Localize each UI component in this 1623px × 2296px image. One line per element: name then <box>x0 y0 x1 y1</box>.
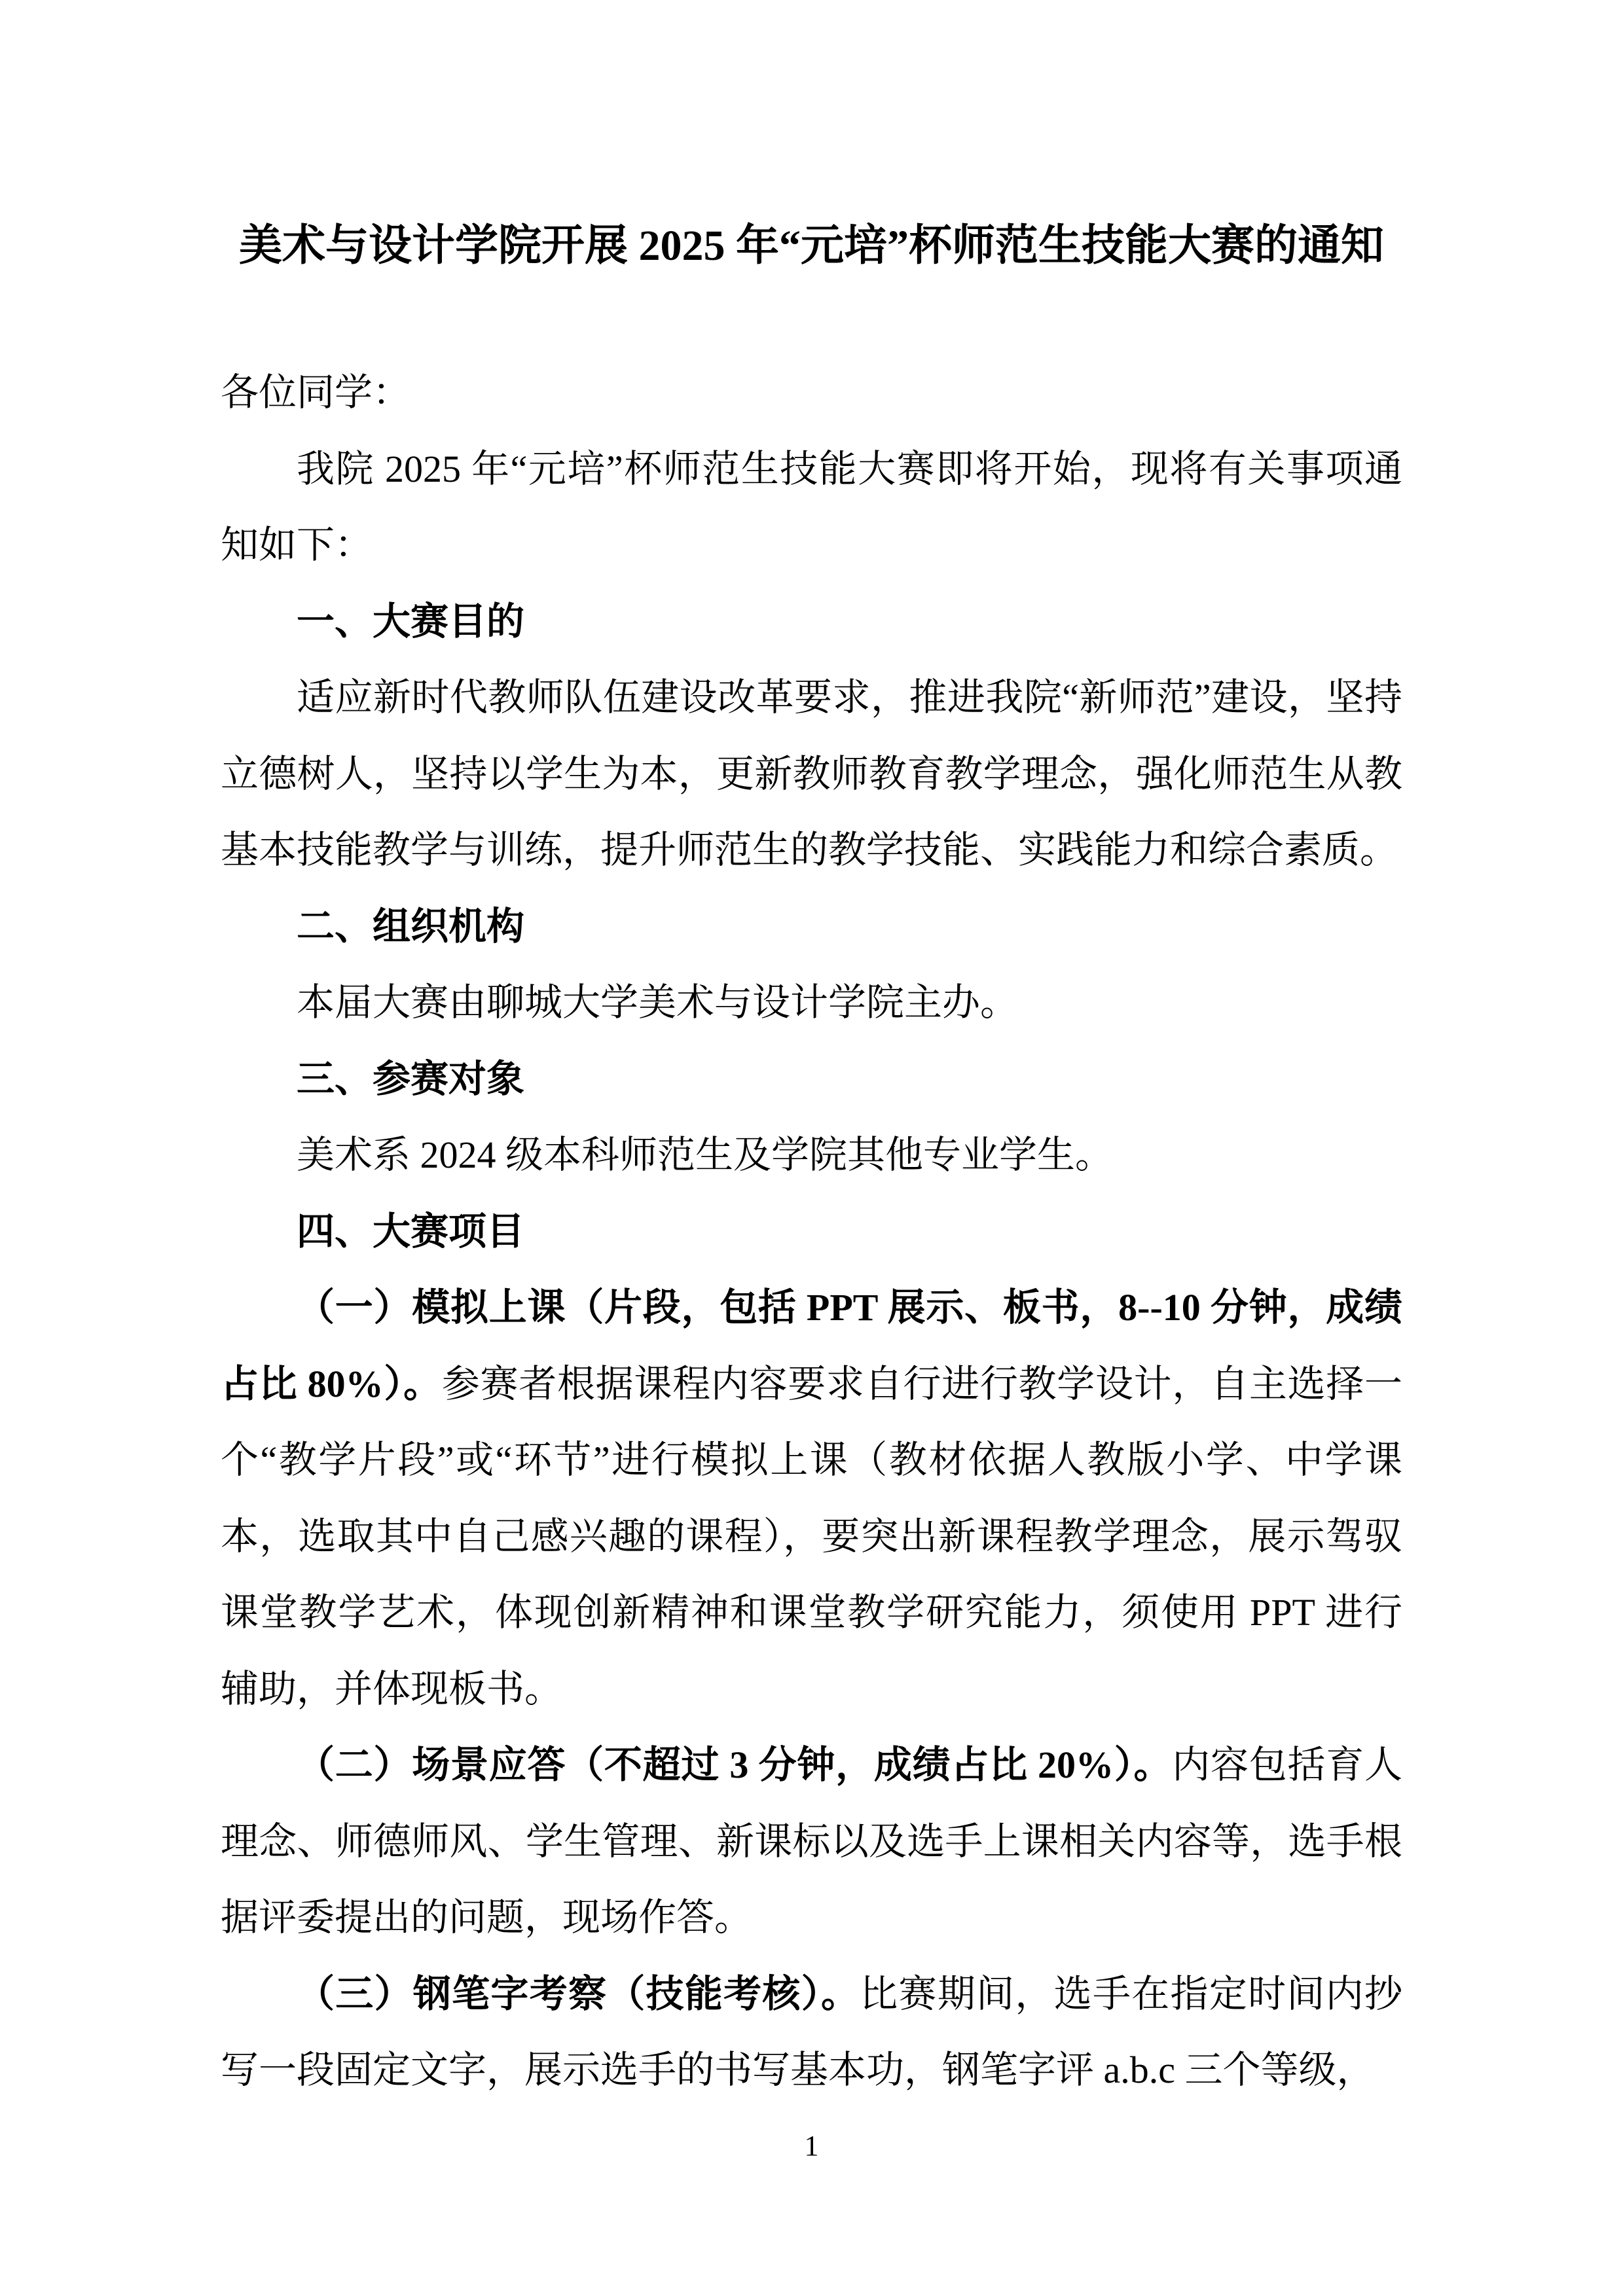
page-title: 美术与设计学院开展 2025 年“元培”杯师范生技能大赛的通知 <box>239 222 1384 270</box>
item-3-lead: （三）钢笔字考察（技能考核）。 <box>297 1972 860 2015</box>
section-3-body: 美术系 2024 级本科师范生及学院其他专业学生。 <box>297 1134 1114 1176</box>
section-4-heading: 四、大赛项目 <box>297 1210 525 1253</box>
item-1-text: 参赛者根据课程内容要求自行进行教学设计，自主选择一个“教学片段”或“环节”进行模拟上课（教材依据人教版小学、中学课本，选取其中自己感兴趣的课程），要突出新课程教学理念，展示驾驭课堂教学艺术，体现创新精神和课堂教学研究能力，须使用 PPT 进行辅助，并体现板书。 <box>221 1362 1402 1710</box>
salutation: 各位同学： <box>221 371 411 414</box>
section-1-heading: 一、大赛目的 <box>297 600 525 643</box>
intro-paragraph: 我院 2025 年“元培”杯师范生技能大赛即将开始，现将有关事项通知如下： <box>221 447 1402 566</box>
section-3-heading: 三、参赛对象 <box>297 1057 525 1100</box>
item-1-lead: （一）模拟上课（片段，包括 PPT 展示、板书，8--10 分钟，成绩占比 80%）。 <box>221 1286 1402 1405</box>
item-2-lead: （二）场景应答（不超过 3 分钟，成绩占比 20%）。 <box>297 1744 1173 1786</box>
item-1-paragraph <box>221 1270 1402 1727</box>
section-1-body: 适应新时代教师队伍建设改革要求，推进我院“新师范”建设，坚持立德树人，坚持以学生为本，更新教师教育教学理念，强化师范生从教基本技能教学与训练，提升师范生的教学技能、实践能力和综合素质。 <box>221 676 1402 871</box>
page-number: 1 <box>804 2130 819 2162</box>
section-2-body: 本届大赛由聊城大学美术与设计学院主办。 <box>297 981 1019 1024</box>
item-2-text: 内容包括育人理念、师德师风、学生管理、新课标以及选手上课相关内容等，选手根据评委提出的问题，现场作答。 <box>221 1744 1402 1939</box>
item-3-text: 比赛期间，选手在指定时间内抄写一段固定文字，展示选手的书写基本功，钢笔字评 a.b.c 三个等级， <box>221 1972 1402 2091</box>
section-2-heading: 二、组织机构 <box>297 905 525 948</box>
item-2-paragraph <box>221 1727 1402 1956</box>
item-3-paragraph <box>221 1956 1402 2109</box>
